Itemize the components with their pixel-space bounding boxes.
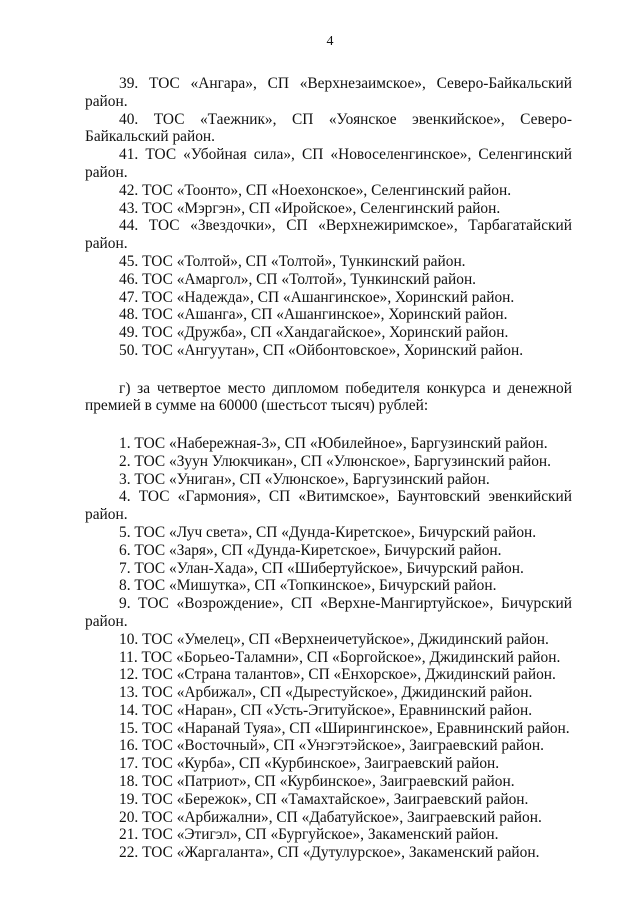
list-item: 40. ТОС «Таежник», СП «Уоянское эвенкийское», Северо-Байкальский район.	[85, 110, 572, 146]
list-item: 13. ТОС «Арбижал», СП «Дырестуйское», Джидинский район.	[119, 684, 533, 702]
list-item: 42. ТОС «Тоонто», СП «Ноехонское», Селенгинский район.	[119, 181, 512, 199]
list-item: 21. ТОС «Этигэл», СП «Бургуйское», Закаменский район.	[119, 826, 499, 844]
award-list-g	[85, 435, 572, 862]
list-item: 48. ТОС «Ашанга», СП «Ашангинское», Хоринский район.	[119, 306, 508, 324]
list-item: 50. ТОС «Ангуутан», СП «Ойбонтовское», Хоринский район.	[119, 341, 524, 359]
list-item: 11. ТОС «Борьео-Таламни», СП «Боргойское», Джидинский район.	[119, 648, 561, 666]
list-item: 8. ТОС «Мишутка», СП «Топкинское», Бичурский район.	[119, 577, 497, 595]
section-g-heading: г) за четвертое место дипломом победителя конкурса и денежной премией в сумме на 60000 (шестьсот тысяч) рублей:	[85, 379, 572, 415]
list-item: 6. ТОС «Заря», СП «Дунда-Киретское», Бичурский район.	[119, 541, 502, 559]
award-list-a	[85, 75, 572, 360]
list-item: 5. ТОС «Луч света», СП «Дунда-Киретское», Бичурский район.	[119, 523, 537, 541]
list-item: 7. ТОС «Улан-Хада», СП «Шибертуйское», Бичурский район.	[119, 559, 524, 577]
list-item: 47. ТОС «Надежда», СП «Ашангинское», Хоринский район.	[119, 288, 515, 306]
spacer	[85, 415, 572, 433]
list-item: 15. ТОС «Наранай Туяа», СП «Ширингинское», Еравнинский район.	[119, 719, 570, 737]
list-item: 4. ТОС «Гармония», СП «Витимское», Баунтовский эвенкийский район.	[85, 488, 572, 524]
list-item: 9. ТОС «Возрождение», СП «Верхне-Мангиртуйское», Бичурский район.	[85, 595, 572, 630]
list-item: 10. ТОС «Умелец», СП «Верхнеичетуйское», Джидинский район.	[119, 630, 549, 648]
list-item: 39. ТОС «Ангара», СП «Верхнезаимское», Северо-Байкальский район.	[85, 75, 572, 110]
list-item: 20. ТОС «Арбижални», СП «Дабатуйское», Заиграевский район.	[119, 808, 542, 826]
list-item: 12. ТОС «Страна талантов», СП «Енхорское», Джидинский район.	[119, 666, 556, 684]
list-item: 22. ТОС «Жаргаланта», СП «Дутулурское», Закаменский район.	[119, 844, 540, 862]
list-item: 46. ТОС «Амаргол», СП «Толтой», Тункинский район.	[119, 270, 477, 288]
page-number: 4	[326, 34, 334, 49]
spacer	[85, 360, 572, 378]
list-item: 14. ТОС «Наран», СП «Усть-Эгитуйское», Еравнинский район.	[119, 701, 533, 719]
list-item: 49. ТОС «Дружба», СП «Хандагайское», Хоринский район.	[119, 324, 509, 342]
list-item: 3. ТОС «Униган», СП «Улюнское», Баргузинский район.	[119, 470, 490, 488]
list-item: 2. ТОС «Зуун Улюкчикан», СП «Улюнское», Баргузинский район.	[119, 452, 552, 470]
list-item: 18. ТОС «Патриот», СП «Курбинское», Заиграевский район.	[119, 773, 515, 791]
list-item: 19. ТОС «Бережок», СП «Тамахтайское», Заиграевский район.	[119, 790, 529, 808]
list-item: 43. ТОС «Мэргэн», СП «Иройское», Селенгинский район.	[119, 199, 501, 217]
list-item: 1. ТОС «Набережная-3», СП «Юбилейное», Баргузинский район.	[119, 434, 548, 452]
list-item: 17. ТОС «Курба», СП «Курбинское», Заиграевский район.	[119, 755, 500, 773]
list-item: 45. ТОС «Толтой», СП «Толтой», Тункинский район.	[119, 252, 466, 270]
list-item: 44. ТОС «Звездочки», СП «Верхнежиримское», Тарбагатайский район.	[85, 217, 572, 253]
list-item: 41. ТОС «Убойная сила», СП «Новоселенгинское», Селенгинский район.	[85, 146, 572, 181]
list-item: 16. ТОС «Восточный», СП «Унэгэтэйское», Заиграевский район.	[119, 737, 544, 755]
document-body	[85, 75, 572, 862]
